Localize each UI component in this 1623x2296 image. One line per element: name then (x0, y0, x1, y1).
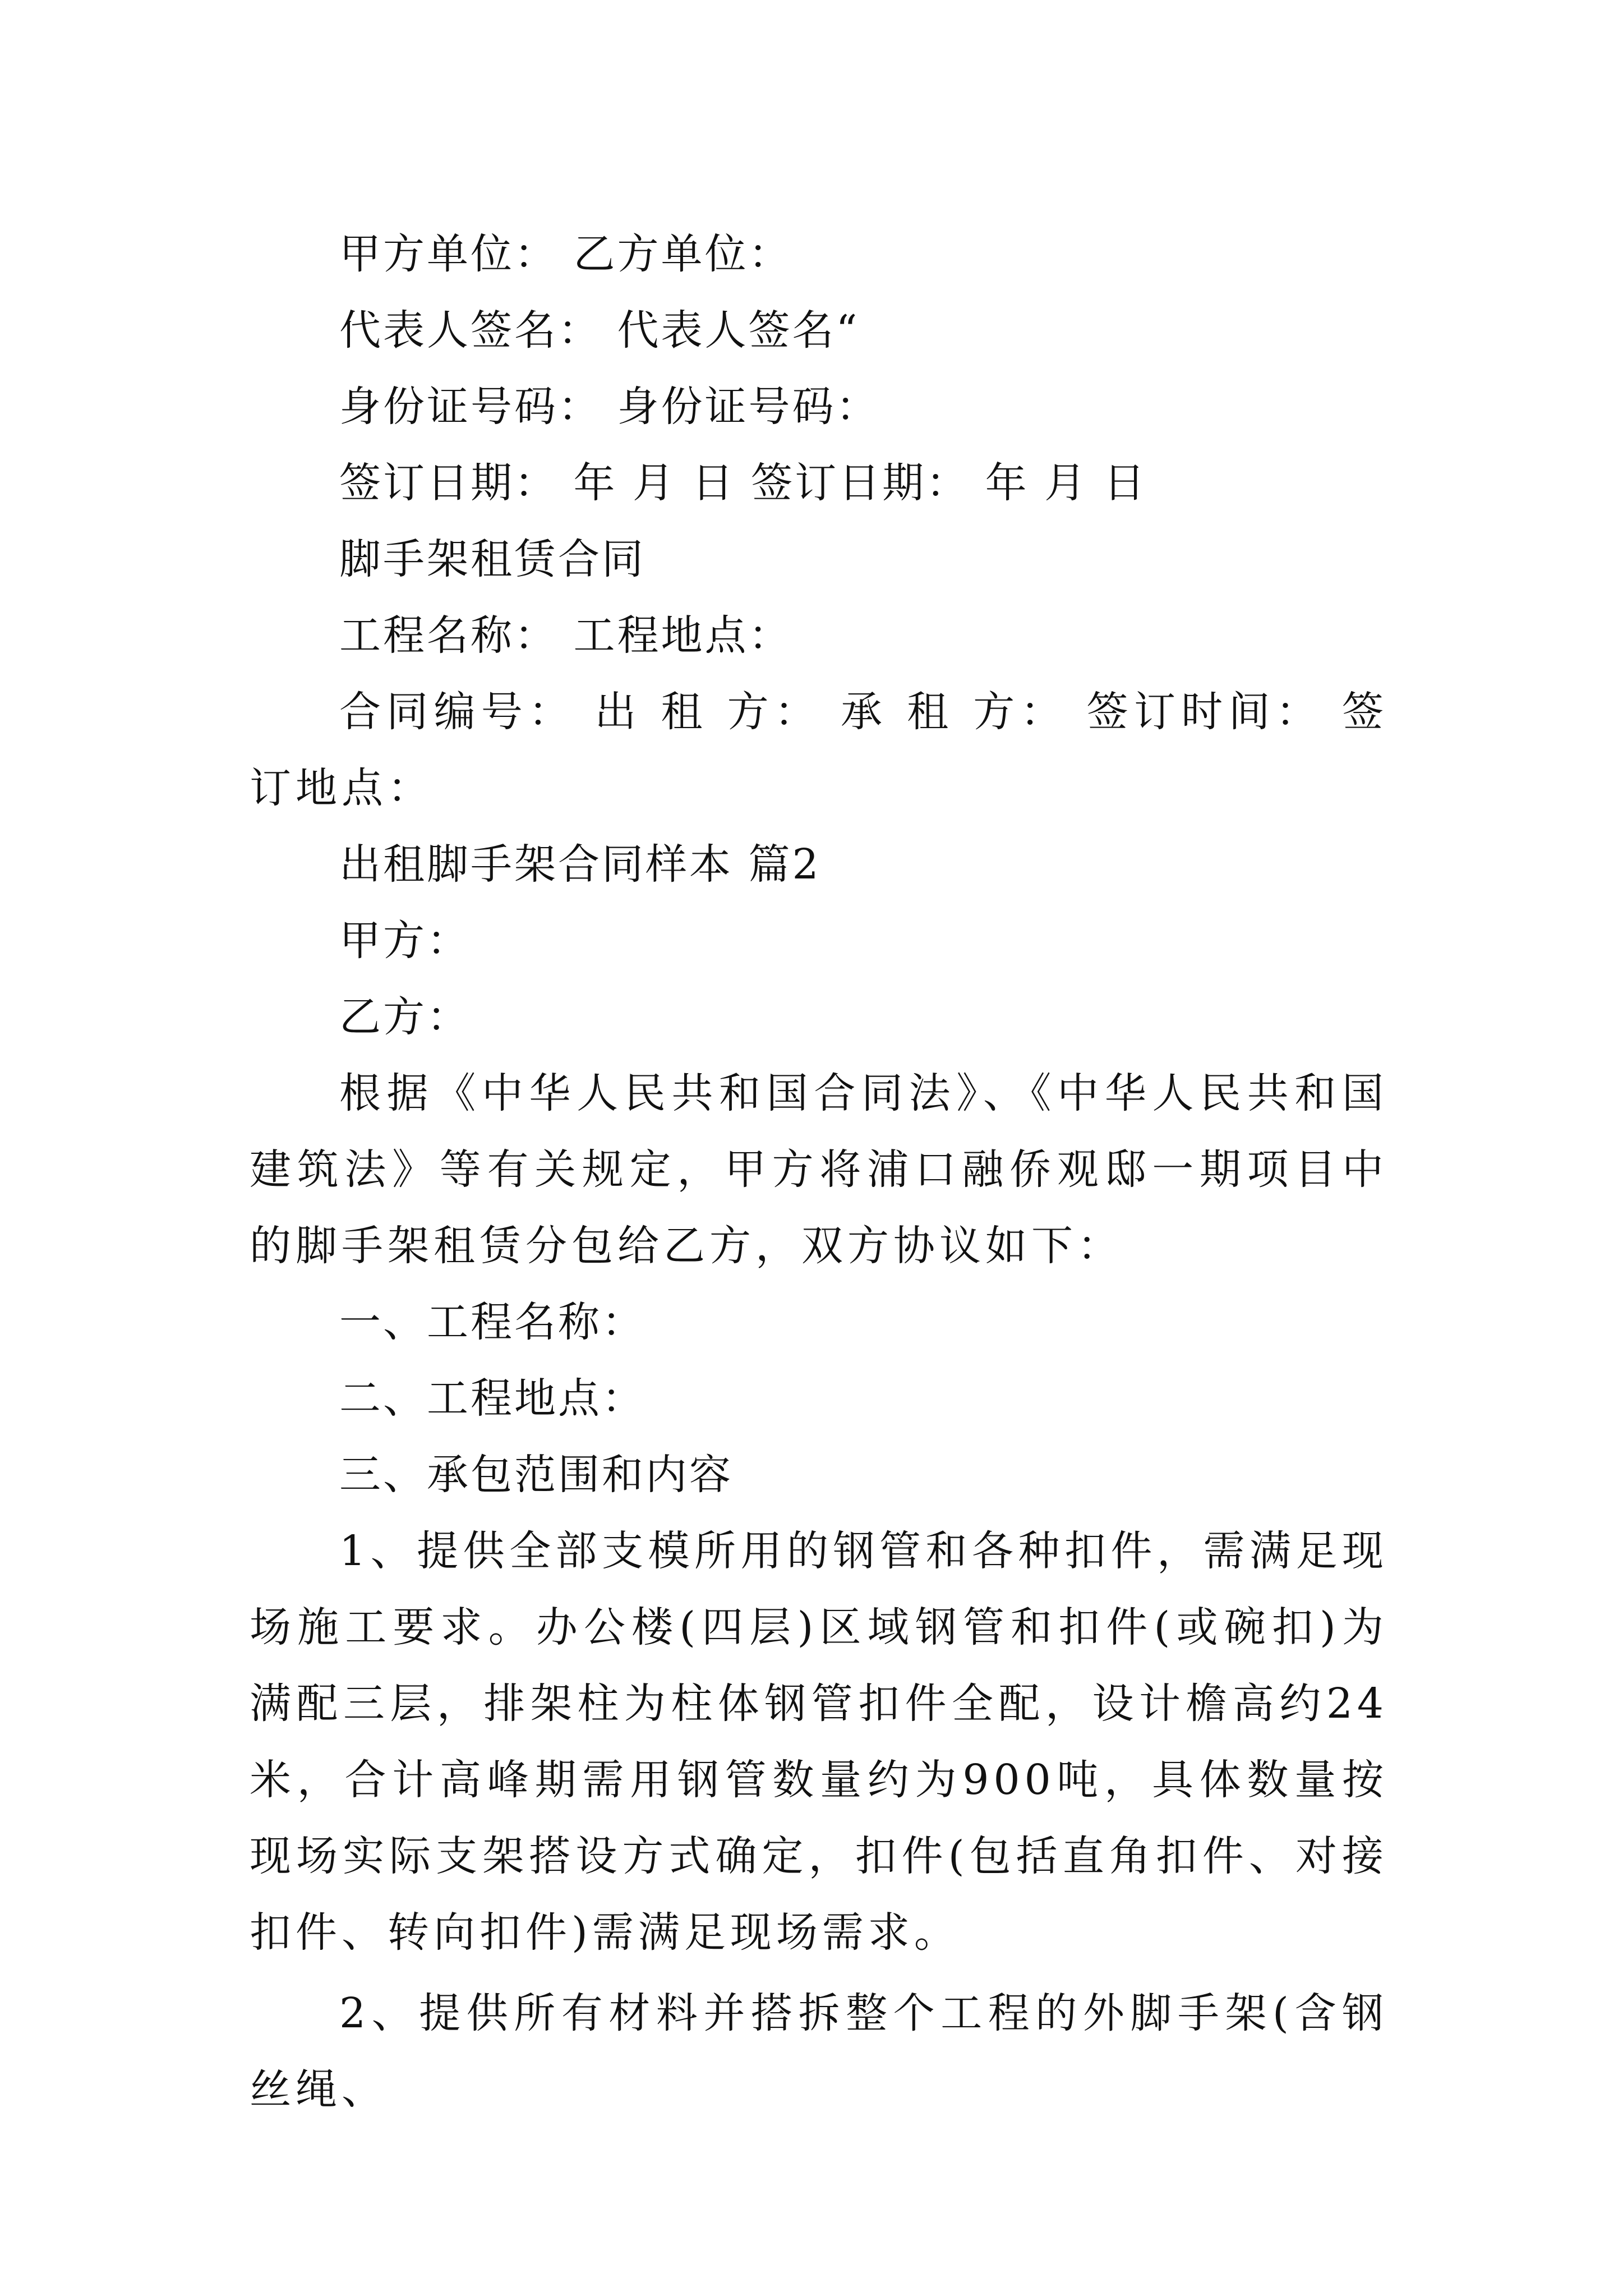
party-b-label: 乙方： (339, 993, 471, 1041)
contract-title: 脚手架租赁合同 (339, 535, 645, 583)
item-project-name: 一、工程名称： (339, 1298, 645, 1346)
item-project-location: 二、工程地点： (339, 1374, 645, 1423)
clause-1-paragraph: 1、提供全部支模所用的钢管和各种扣件，需满足现场施工要求。办公楼(四层)区域钢管和扣件(或碗扣)为满配三层，排架柱为柱体钢管扣件全配，设计檐高约24米，合计高峰期需用钢管数量约为900吨，具体数量按现场实际支架搭设方式确定，扣件(包括直角扣件、对接扣件、转向扣件)需满足现场需求。 (250, 1527, 1388, 1957)
signature-line-date: 签订日期： 年 月 日 签订日期： 年 月 日 (339, 459, 1147, 507)
contract-header-paragraph: 合同编号： 出 租 方： 承 租 方： 签订时间： 签订地点： (250, 688, 1388, 812)
intro-paragraph: 根据《中华人民共和国合同法》、《中华人民共和国建筑法》等有关规定，甲方将浦口融侨观邸一期项目中的脚手架租赁分包给乙方，双方协议如下： (250, 1069, 1388, 1270)
signature-line-unit: 甲方单位： 乙方单位： (339, 230, 792, 278)
project-name-location-line: 工程名称： 工程地点： (339, 611, 792, 660)
signature-line-representative: 代表人签名： 代表人签名“ (339, 306, 860, 355)
party-a-label: 甲方： (339, 917, 471, 965)
section-title: 出租脚手架合同样本 篇2 (339, 840, 821, 889)
document-body (250, 216, 1388, 2128)
clause-2-paragraph: 2、提供所有材料并搭拆整个工程的外脚手架(含钢丝绳、 (250, 1989, 1388, 2114)
item-scope: 三、承包范围和内容 (339, 1451, 733, 1499)
signature-line-id-number: 身份证号码： 身份证号码： (339, 383, 880, 431)
